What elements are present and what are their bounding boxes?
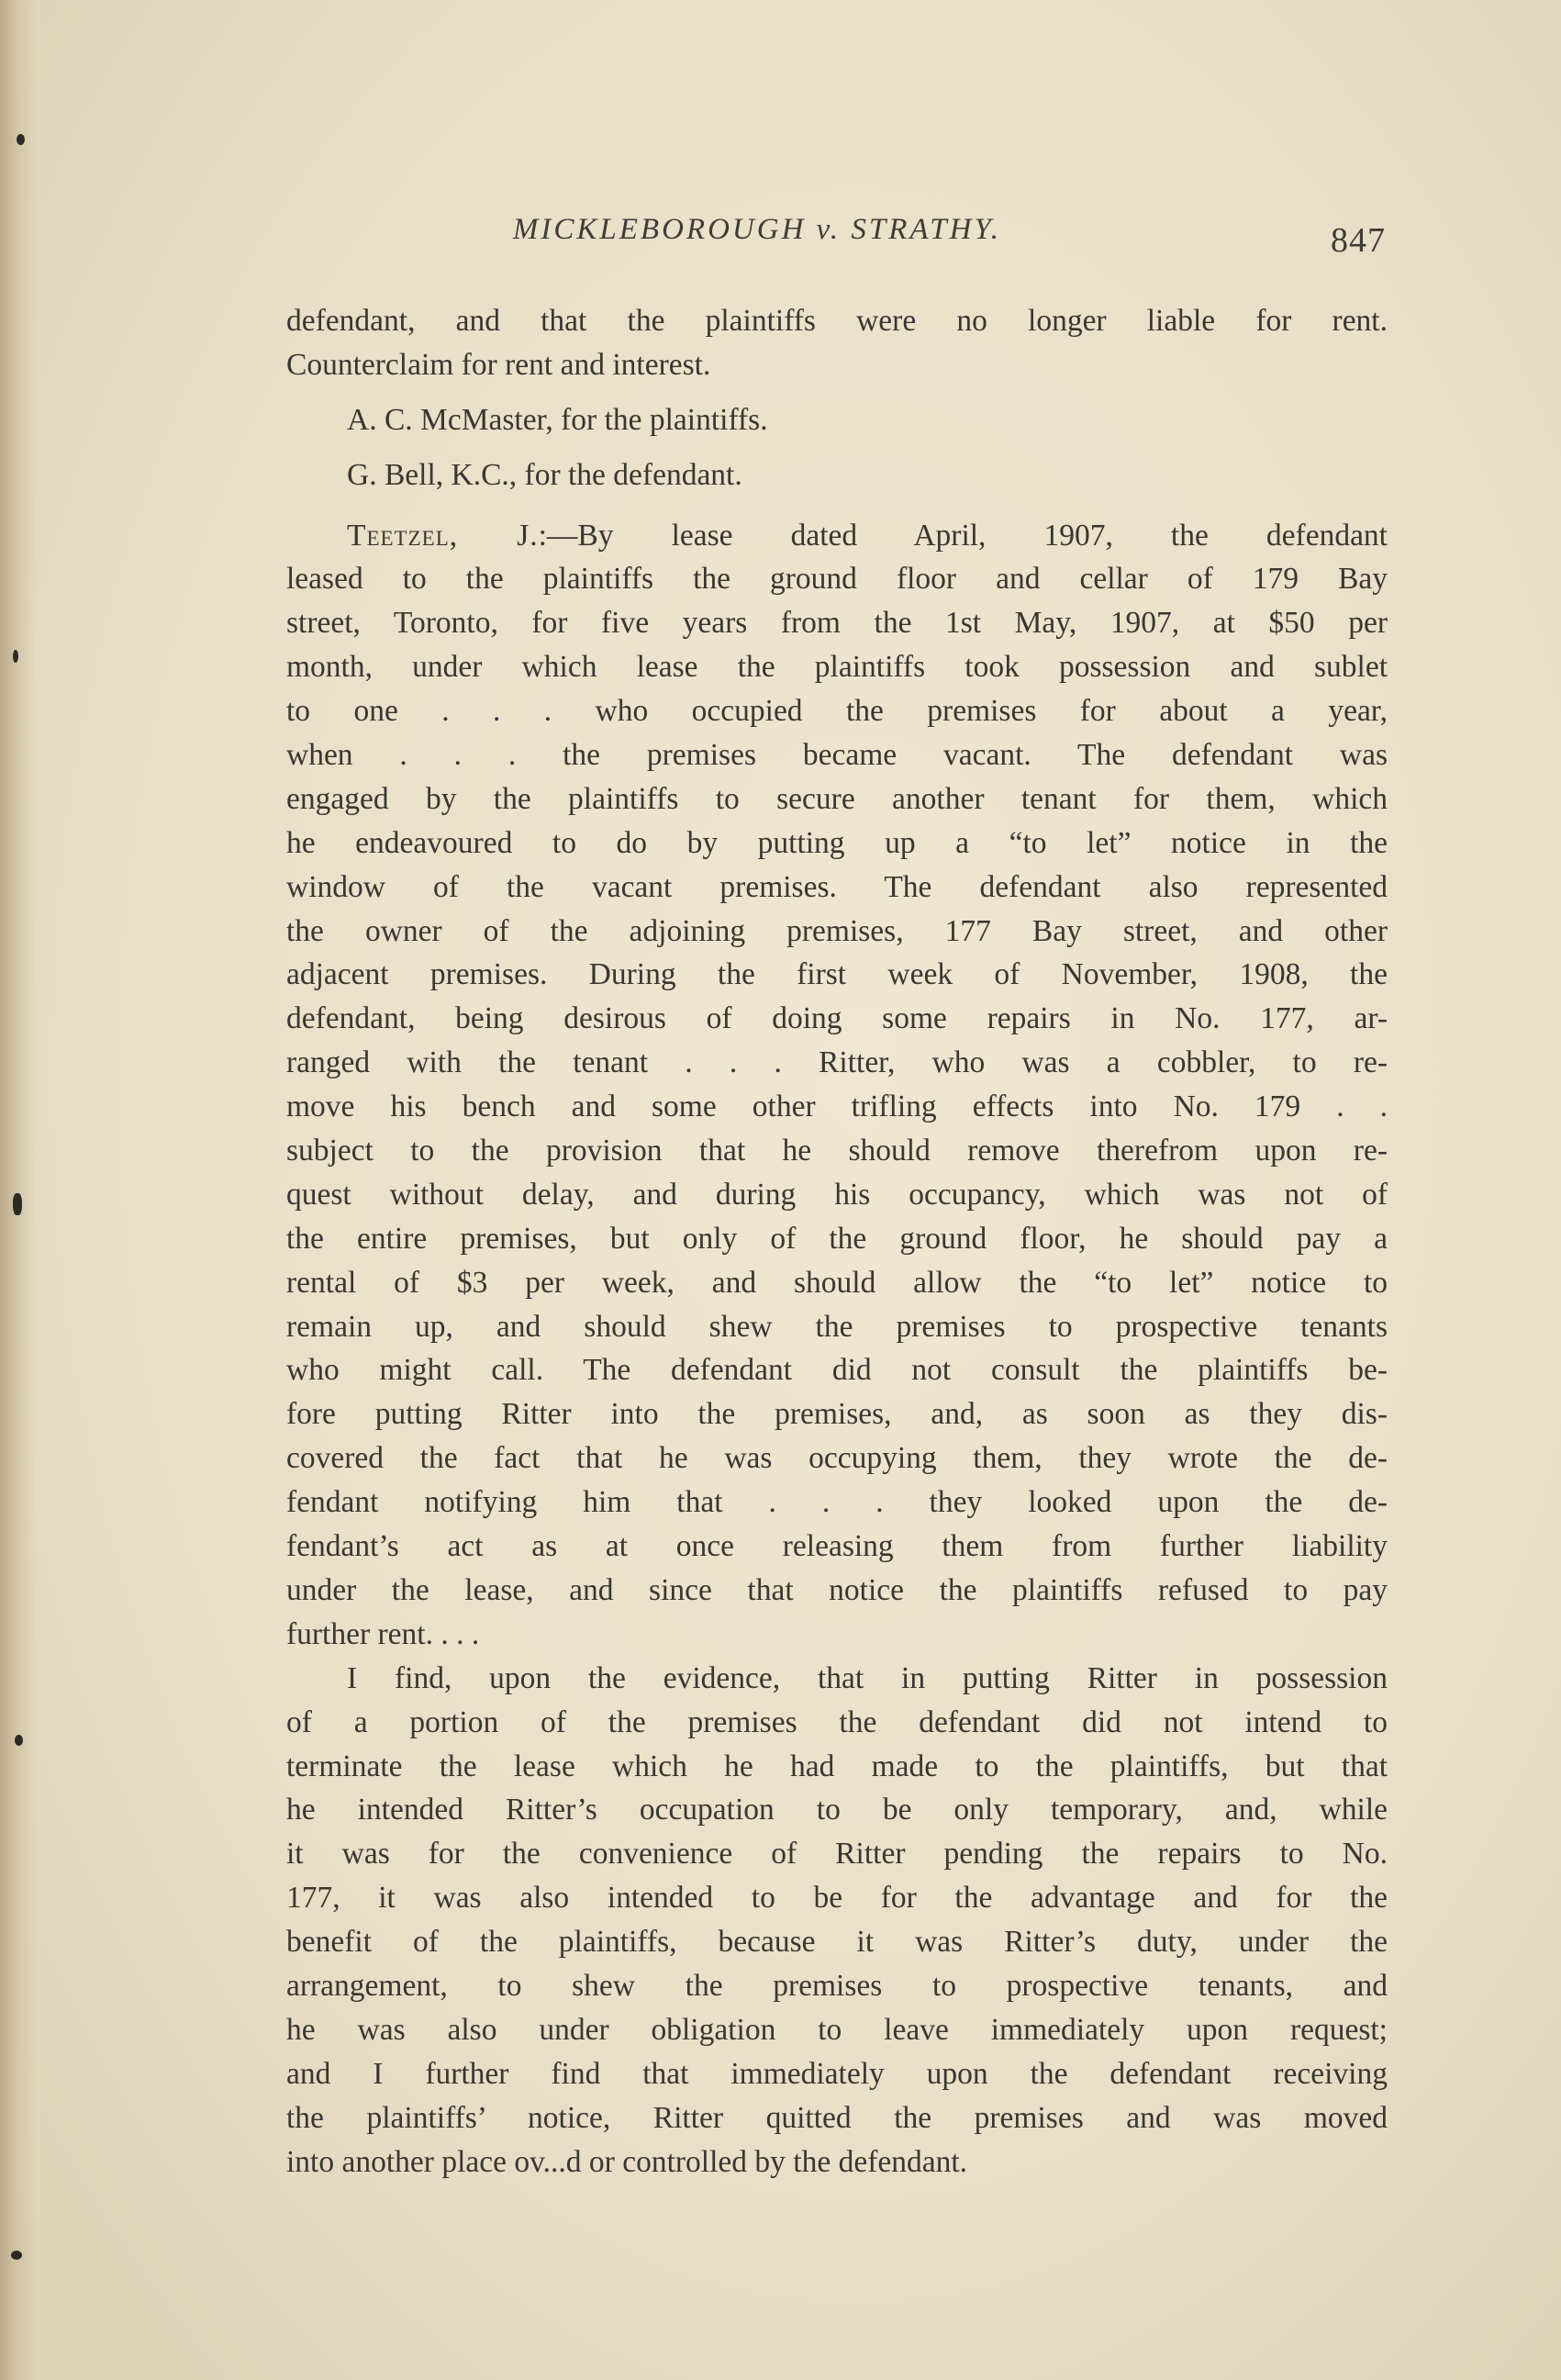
margin-speck [13, 650, 18, 663]
margin-speck [15, 1735, 23, 1746]
text-line: benefit of the plaintiffs, because it was Ritter’s duty, under the [286, 1925, 1388, 1960]
text-line: remain up, and should shew the premises to prospective tenants [286, 1309, 1388, 1344]
text-line: window of the vacant premises. The defendant also represented [286, 869, 1388, 904]
text-line: move his bench and some other trifling effects into No. 179 . . [286, 1089, 1388, 1124]
page-number: 847 [1331, 221, 1386, 260]
text-line: quest without delay, and during his occupancy, which was not of [286, 1177, 1388, 1212]
text-line: 177, it was also intended to be for the advantage and for the [286, 1881, 1388, 1916]
margin-speck [17, 134, 25, 145]
finding-paragraph [286, 1657, 1388, 2184]
text-line: he endeavoured to do by putting up a “to let” notice in the [286, 825, 1388, 860]
text-line: I find, upon the evidence, that in putting Ritter in possession [347, 1660, 1388, 1695]
text-line: leased to the plaintiffs the ground floor and cellar of 179 Bay [286, 562, 1388, 597]
text-line: defendant, and that the plaintiffs were no longer liable for rent. [286, 304, 1388, 338]
running-title: MICKLEBOROUGH v. STRATHY. [512, 213, 1002, 246]
text-line: ranged with the tenant . . . Ritter, who was a cobbler, to re- [286, 1045, 1388, 1080]
text-line: street, Toronto, for five years from the 1st May, 1907, at $50 per [286, 606, 1388, 641]
text-line: to one . . . who occupied the premises for about a year, [286, 694, 1388, 729]
text-line: he was also under obligation to leave immediately upon request; [286, 2012, 1388, 2047]
page-gutter-shadow [0, 0, 37, 2380]
text-line: who might call. The defendant did not consult the plaintiffs be- [286, 1353, 1388, 1388]
text-line: defendant, being desirous of doing some repairs in No. 177, ar- [286, 1001, 1388, 1036]
text-line: covered the fact that he was occupying them, they wrote the de- [286, 1441, 1388, 1476]
text-line: he intended Ritter’s occupation to be only temporary, and, while [286, 1793, 1388, 1827]
text-line: engaged by the plaintiffs to secure another tenant for them, which [286, 781, 1388, 816]
text-line: under the lease, and since that notice the plaintiffs refused to pay [286, 1572, 1388, 1607]
judgment-opening-text: :—By lease dated April, 1907, the defendant [538, 518, 1388, 553]
text-line: the owner of the adjoining premises, 177 Bay street, and other [286, 913, 1388, 948]
judgment-opening-line [286, 514, 1388, 558]
text-line: of a portion of the premises the defendant did not intend to [286, 1704, 1388, 1739]
text-line: subject to the provision that he should remove therefrom upon re- [286, 1134, 1388, 1168]
text-line: into another place ov...d or controlled by the defendant. [286, 2144, 968, 2179]
judgment-paragraph [286, 557, 1388, 1656]
margin-speck [13, 1193, 22, 1215]
margin-speck [11, 2251, 22, 2260]
text-line: adjacent premises. During the first week of November, 1908, the [286, 957, 1388, 992]
judge-name: Teetzel, J. [347, 518, 539, 553]
text-line: when . . . the premises became vacant. The defendant was [286, 738, 1388, 773]
text-line: terminate the lease which he had made to the plaintiffs, but that [286, 1749, 1388, 1783]
counsel-line: G. Bell, K.C., for the defendant. [347, 457, 742, 492]
text-line: fendant notifying him that . . . they looked upon the de- [286, 1485, 1388, 1520]
text-line: fore putting Ritter into the premises, and, as soon as they dis- [286, 1397, 1388, 1432]
page-header [284, 213, 1386, 268]
body-text [286, 299, 1388, 2184]
text-line: the entire premises, but only of the ground floor, he should pay a [286, 1221, 1388, 1256]
text-line: further rent. . . . [286, 1616, 480, 1651]
counsel-line: A. C. McMaster, for the plaintiffs. [347, 402, 768, 437]
text-line: the plaintiffs’ notice, Ritter quitted the premises and was moved [286, 2100, 1388, 2135]
text-line: arrangement, to shew the premises to prospective tenants, and [286, 1968, 1388, 2003]
text-line: rental of $3 per week, and should allow the “to let” notice to [286, 1265, 1388, 1300]
text-line: month, under which lease the plaintiffs took possession and sublet [286, 650, 1388, 685]
text-line: fendant’s act as at once releasing them from further liability [286, 1529, 1388, 1564]
text-line: Counterclaim for rent and interest. [286, 347, 711, 382]
text-line: and I further find that immediately upon the defendant receiving [286, 2056, 1388, 2091]
text-line: it was for the convenience of Ritter pending the repairs to No. [286, 1837, 1388, 1872]
